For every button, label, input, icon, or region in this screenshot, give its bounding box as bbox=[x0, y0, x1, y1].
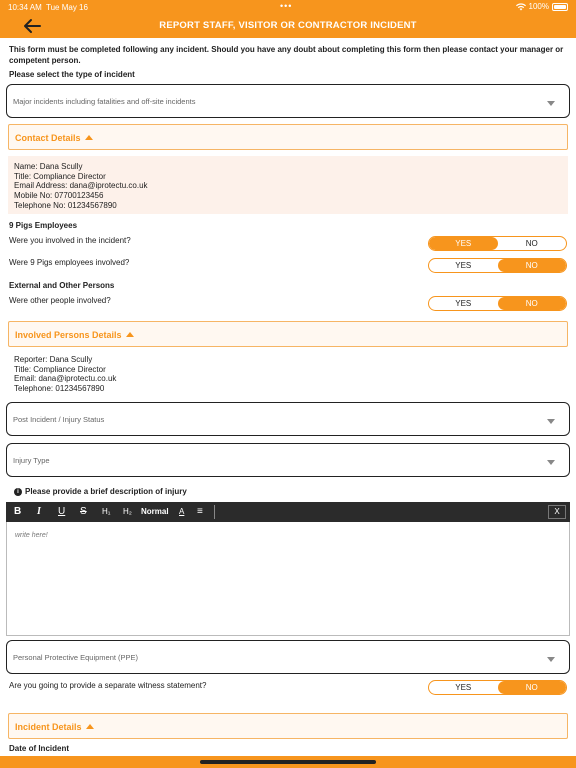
ppe-placeholder: Personal Protective Equipment (PPE) bbox=[13, 653, 139, 662]
yes-option[interactable]: YES bbox=[429, 237, 498, 250]
contact-details-box bbox=[8, 156, 568, 214]
incident-type-value: Major incidents including fatalities and off-site incidents bbox=[13, 97, 196, 106]
battery-icon bbox=[552, 3, 568, 11]
witness-toggle[interactable] bbox=[428, 680, 567, 695]
ppe-dropdown[interactable] bbox=[6, 640, 570, 674]
home-indicator[interactable] bbox=[200, 760, 376, 764]
header-bar bbox=[0, 14, 576, 38]
yes-option[interactable]: YES bbox=[455, 261, 472, 270]
section-title: Contact Details bbox=[15, 133, 93, 143]
injury-type-placeholder: Injury Type bbox=[13, 456, 50, 465]
incident-details-header[interactable] bbox=[8, 713, 568, 739]
yes-option[interactable]: YES bbox=[455, 683, 472, 692]
multitasking-dots[interactable]: ••• bbox=[280, 1, 293, 11]
editor-placeholder: write here! bbox=[15, 532, 48, 539]
external-heading: External and Other Persons bbox=[9, 281, 115, 290]
yes-option[interactable]: YES bbox=[455, 299, 472, 308]
employees-q1: Were you involved in the incident? bbox=[9, 236, 131, 245]
page-title: REPORT STAFF, VISITOR OR CONTRACTOR INCIDENT bbox=[159, 20, 417, 31]
collapse-arrow-icon bbox=[85, 135, 93, 140]
incident-type-dropdown[interactable] bbox=[6, 84, 570, 118]
editor-toolbar bbox=[6, 502, 570, 522]
heading2-button[interactable]: H₂ bbox=[123, 507, 132, 516]
person-line: Telephone: 01234567890 bbox=[14, 384, 105, 394]
status-date: Tue May 16 bbox=[46, 3, 88, 12]
involved-persons-header[interactable] bbox=[8, 321, 568, 347]
close-toolbar-button[interactable]: X bbox=[548, 505, 566, 519]
contact-line: Mobile No: 07700123456 bbox=[14, 191, 104, 201]
underline-button[interactable]: U bbox=[58, 506, 66, 517]
contact-line: Name: Dana Scully bbox=[14, 162, 83, 171]
collapse-arrow-icon bbox=[86, 724, 94, 729]
format-select[interactable]: Normal bbox=[141, 507, 169, 516]
intro-text: This form must be completed following any incident. Should you have any doubt about completing this form then please contact your manager or competent person. bbox=[9, 45, 564, 65]
person-line: Title: Compliance Director bbox=[14, 364, 106, 374]
witness-question: Are you going to provide a separate witness statement? bbox=[9, 681, 207, 690]
align-button[interactable]: ≡ bbox=[197, 506, 203, 517]
toolbar-divider bbox=[214, 505, 215, 519]
person-line: Email: dana@iprotectu.co.uk bbox=[14, 374, 117, 384]
chevron-down-icon bbox=[547, 657, 555, 662]
battery-percent: 100% bbox=[528, 2, 549, 11]
employees-q2: Were 9 Pigs employees involved? bbox=[9, 258, 130, 267]
wifi-icon bbox=[516, 3, 526, 11]
status-bar bbox=[0, 0, 576, 14]
employees-involved-toggle[interactable] bbox=[428, 258, 567, 273]
collapse-arrow-icon bbox=[126, 332, 134, 337]
italic-button[interactable]: I bbox=[37, 506, 41, 517]
text-color-button[interactable]: A bbox=[179, 507, 185, 516]
chevron-down-icon bbox=[547, 101, 555, 106]
no-option[interactable]: NO bbox=[498, 297, 567, 310]
involved-toggle[interactable] bbox=[428, 236, 567, 251]
no-option[interactable]: NO bbox=[498, 681, 567, 694]
chevron-down-icon bbox=[547, 460, 555, 465]
external-q1: Were other people involved? bbox=[9, 296, 111, 305]
person-line: Reporter: Dana Scully bbox=[14, 355, 93, 364]
strikethrough-button[interactable]: S bbox=[80, 506, 87, 517]
injury-status-placeholder: Post Incident / Injury Status bbox=[13, 415, 105, 424]
involved-persons-box bbox=[8, 349, 568, 397]
chevron-down-icon bbox=[547, 419, 555, 424]
bold-button[interactable]: B bbox=[14, 506, 22, 517]
injury-description-label: i Please provide a brief description of injury bbox=[14, 487, 187, 496]
injury-type-dropdown[interactable] bbox=[6, 443, 570, 477]
no-option[interactable]: NO bbox=[525, 239, 538, 248]
employees-heading: 9 Pigs Employees bbox=[9, 221, 78, 230]
status-right bbox=[516, 2, 568, 11]
date-of-incident-label: Date of Incident bbox=[9, 744, 70, 753]
other-people-toggle[interactable] bbox=[428, 296, 567, 311]
contact-details-header[interactable] bbox=[8, 124, 568, 150]
section-title: Incident Details bbox=[15, 722, 94, 732]
description-editor[interactable] bbox=[6, 522, 570, 636]
injury-status-dropdown[interactable] bbox=[6, 402, 570, 436]
section-title: Involved Persons Details bbox=[15, 330, 134, 340]
incident-type-label: Please select the type of incident bbox=[9, 70, 135, 79]
no-option[interactable]: NO bbox=[498, 259, 567, 272]
contact-line: Title: Compliance Director bbox=[14, 171, 106, 181]
info-icon: i bbox=[14, 488, 22, 496]
contact-line: Telephone No: 01234567890 bbox=[14, 200, 117, 210]
heading1-button[interactable]: H₁ bbox=[102, 507, 111, 516]
contact-line: Email Address: dana@iprotectu.co.uk bbox=[14, 181, 148, 191]
status-time: 10:34 AM bbox=[8, 3, 42, 12]
